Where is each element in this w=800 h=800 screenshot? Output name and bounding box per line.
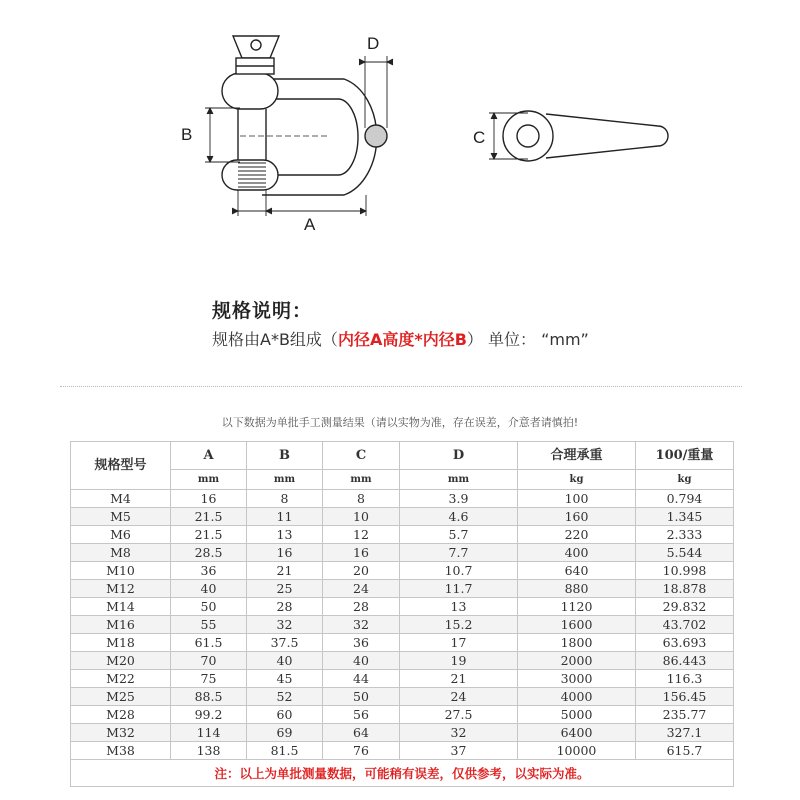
pin-side-view — [503, 111, 668, 161]
header-c: C — [323, 442, 400, 470]
cell-b: 28 — [247, 598, 323, 616]
cell-a: 21.5 — [171, 526, 247, 544]
cell-weight: 63.693 — [636, 634, 734, 652]
section-d — [365, 125, 387, 147]
cell-a: 88.5 — [171, 688, 247, 706]
cell-a: 55 — [171, 616, 247, 634]
cell-c: 56 — [323, 706, 400, 724]
header-row — [71, 442, 734, 470]
thread-hatching — [238, 163, 266, 187]
cell-d: 7.7 — [400, 544, 518, 562]
cell-c: 20 — [323, 562, 400, 580]
cell-d: 13 — [400, 598, 518, 616]
cell-d: 10.7 — [400, 562, 518, 580]
cell-d: 32 — [400, 724, 518, 742]
cell-b: 69 — [247, 724, 323, 742]
pin-eye-top — [222, 73, 278, 109]
header-d: D — [400, 442, 518, 470]
cell-d: 11.7 — [400, 580, 518, 598]
cell-model: M18 — [71, 634, 171, 652]
spec-highlight: 内径A高度*内径B — [337, 330, 467, 349]
cell-model: M20 — [71, 652, 171, 670]
cell-c: 10 — [323, 508, 400, 526]
table-row — [71, 598, 734, 616]
label-a: A — [304, 215, 316, 234]
cell-model: M28 — [71, 706, 171, 724]
cell-b: 11 — [247, 508, 323, 526]
cell-b: 60 — [247, 706, 323, 724]
cell-d: 21 — [400, 670, 518, 688]
cell-b: 81.5 — [247, 742, 323, 760]
shackle-diagram — [0, 0, 800, 270]
spec-suffix: ） 单位： “mm” — [466, 330, 589, 349]
table-row — [71, 562, 734, 580]
cell-load: 10000 — [518, 742, 636, 760]
cell-a: 21.5 — [171, 508, 247, 526]
table-footer-note: 注：以上为单批测量数据，可能稍有误差，仅供参考，以实际为准。 — [71, 760, 734, 787]
cell-load: 6400 — [518, 724, 636, 742]
cell-load: 1800 — [518, 634, 636, 652]
cell-a: 36 — [171, 562, 247, 580]
cell-weight: 327.1 — [636, 724, 734, 742]
cell-weight: 1.345 — [636, 508, 734, 526]
cell-c: 12 — [323, 526, 400, 544]
table-row — [71, 544, 734, 562]
cell-a: 99.2 — [171, 706, 247, 724]
cell-b: 13 — [247, 526, 323, 544]
cell-weight: 10.998 — [636, 562, 734, 580]
cell-weight: 86.443 — [636, 652, 734, 670]
cell-load: 4000 — [518, 688, 636, 706]
cell-d: 17 — [400, 634, 518, 652]
header-b: B — [247, 442, 323, 470]
shackle-body-inner — [262, 99, 358, 175]
wing-nut-hole — [251, 40, 261, 50]
cell-a: 138 — [171, 742, 247, 760]
cell-b: 32 — [247, 616, 323, 634]
header-a: A — [171, 442, 247, 470]
spec-description — [212, 327, 589, 350]
cell-load: 880 — [518, 580, 636, 598]
spec-prefix: 规格由A*B组成（ — [212, 330, 338, 349]
cell-c: 28 — [323, 598, 400, 616]
cell-model: M4 — [71, 490, 171, 508]
cell-a: 75 — [171, 670, 247, 688]
cell-c: 50 — [323, 688, 400, 706]
cell-load: 3000 — [518, 670, 636, 688]
spec-title: 规格说明： — [212, 300, 313, 322]
unit-d: mm — [400, 470, 518, 490]
cell-a: 70 — [171, 652, 247, 670]
table-row — [71, 742, 734, 760]
cell-model: M8 — [71, 544, 171, 562]
cell-weight: 5.544 — [636, 544, 734, 562]
cell-a: 40 — [171, 580, 247, 598]
cell-b: 25 — [247, 580, 323, 598]
table-row — [71, 580, 734, 598]
cell-model: M38 — [71, 742, 171, 760]
table-row — [71, 706, 734, 724]
table-row — [71, 616, 734, 634]
cell-c: 76 — [323, 742, 400, 760]
cell-weight: 0.794 — [636, 490, 734, 508]
footer-row — [71, 760, 734, 787]
cell-model: M14 — [71, 598, 171, 616]
unit-row — [71, 470, 734, 490]
cell-d: 5.7 — [400, 526, 518, 544]
cell-model: M16 — [71, 616, 171, 634]
table-row — [71, 688, 734, 706]
spec-table — [70, 441, 734, 787]
cell-load: 100 — [518, 490, 636, 508]
cell-weight: 235.77 — [636, 706, 734, 724]
cell-b: 52 — [247, 688, 323, 706]
cell-weight: 615.7 — [636, 742, 734, 760]
cell-load: 1120 — [518, 598, 636, 616]
cell-a: 114 — [171, 724, 247, 742]
cell-a: 61.5 — [171, 634, 247, 652]
cell-load: 160 — [518, 508, 636, 526]
cell-load: 400 — [518, 544, 636, 562]
cell-b: 45 — [247, 670, 323, 688]
cell-weight: 116.3 — [636, 670, 734, 688]
cell-c: 24 — [323, 580, 400, 598]
unit-b: mm — [247, 470, 323, 490]
unit-a: mm — [171, 470, 247, 490]
cell-d: 4.6 — [400, 508, 518, 526]
cell-load: 5000 — [518, 706, 636, 724]
cell-load: 640 — [518, 562, 636, 580]
cell-b: 40 — [247, 652, 323, 670]
cell-c: 44 — [323, 670, 400, 688]
cell-a: 50 — [171, 598, 247, 616]
cell-c: 32 — [323, 616, 400, 634]
label-c: C — [473, 128, 486, 147]
cell-weight: 156.45 — [636, 688, 734, 706]
unit-c: mm — [323, 470, 400, 490]
cell-c: 16 — [323, 544, 400, 562]
table-row — [71, 526, 734, 544]
cell-weight: 43.702 — [636, 616, 734, 634]
cell-load: 1600 — [518, 616, 636, 634]
table-body — [71, 490, 734, 760]
cell-c: 8 — [323, 490, 400, 508]
cell-d: 24 — [400, 688, 518, 706]
table-row — [71, 670, 734, 688]
cell-weight: 18.878 — [636, 580, 734, 598]
cell-model: M5 — [71, 508, 171, 526]
cell-d: 15.2 — [400, 616, 518, 634]
unit-weight: kg — [636, 470, 734, 490]
header-weight: 100/重量 — [636, 442, 734, 470]
cell-model: M25 — [71, 688, 171, 706]
dimension-d — [359, 56, 393, 128]
cell-c: 64 — [323, 724, 400, 742]
divider — [60, 386, 742, 387]
cell-d: 19 — [400, 652, 518, 670]
cell-b: 37.5 — [247, 634, 323, 652]
cell-weight: 29.832 — [636, 598, 734, 616]
table-row — [71, 724, 734, 742]
table-note: 以下数据为单批手工测量结果（请以实物为准，存在误差，介意者请慎拍! — [221, 416, 579, 429]
label-b: B — [181, 125, 193, 144]
cell-model: M6 — [71, 526, 171, 544]
dimension-b — [205, 108, 240, 162]
cell-d: 27.5 — [400, 706, 518, 724]
cell-model: M10 — [71, 562, 171, 580]
table-row — [71, 490, 734, 508]
cell-load: 2000 — [518, 652, 636, 670]
cell-a: 16 — [171, 490, 247, 508]
cell-model: M12 — [71, 580, 171, 598]
cell-c: 40 — [323, 652, 400, 670]
cell-d: 3.9 — [400, 490, 518, 508]
table-row — [71, 652, 734, 670]
cell-model: M32 — [71, 724, 171, 742]
header-load: 合理承重 — [518, 442, 636, 470]
cell-a: 28.5 — [171, 544, 247, 562]
cell-b: 8 — [247, 490, 323, 508]
shackle-body-outer — [262, 79, 377, 195]
header-model: 规格型号 — [71, 442, 171, 490]
cell-c: 36 — [323, 634, 400, 652]
cell-weight: 2.333 — [636, 526, 734, 544]
cell-b: 16 — [247, 544, 323, 562]
cell-b: 21 — [247, 562, 323, 580]
label-d: D — [367, 34, 380, 53]
unit-load: kg — [518, 470, 636, 490]
table-row — [71, 508, 734, 526]
cell-d: 37 — [400, 742, 518, 760]
table-row — [71, 634, 734, 652]
cell-load: 220 — [518, 526, 636, 544]
cell-model: M22 — [71, 670, 171, 688]
